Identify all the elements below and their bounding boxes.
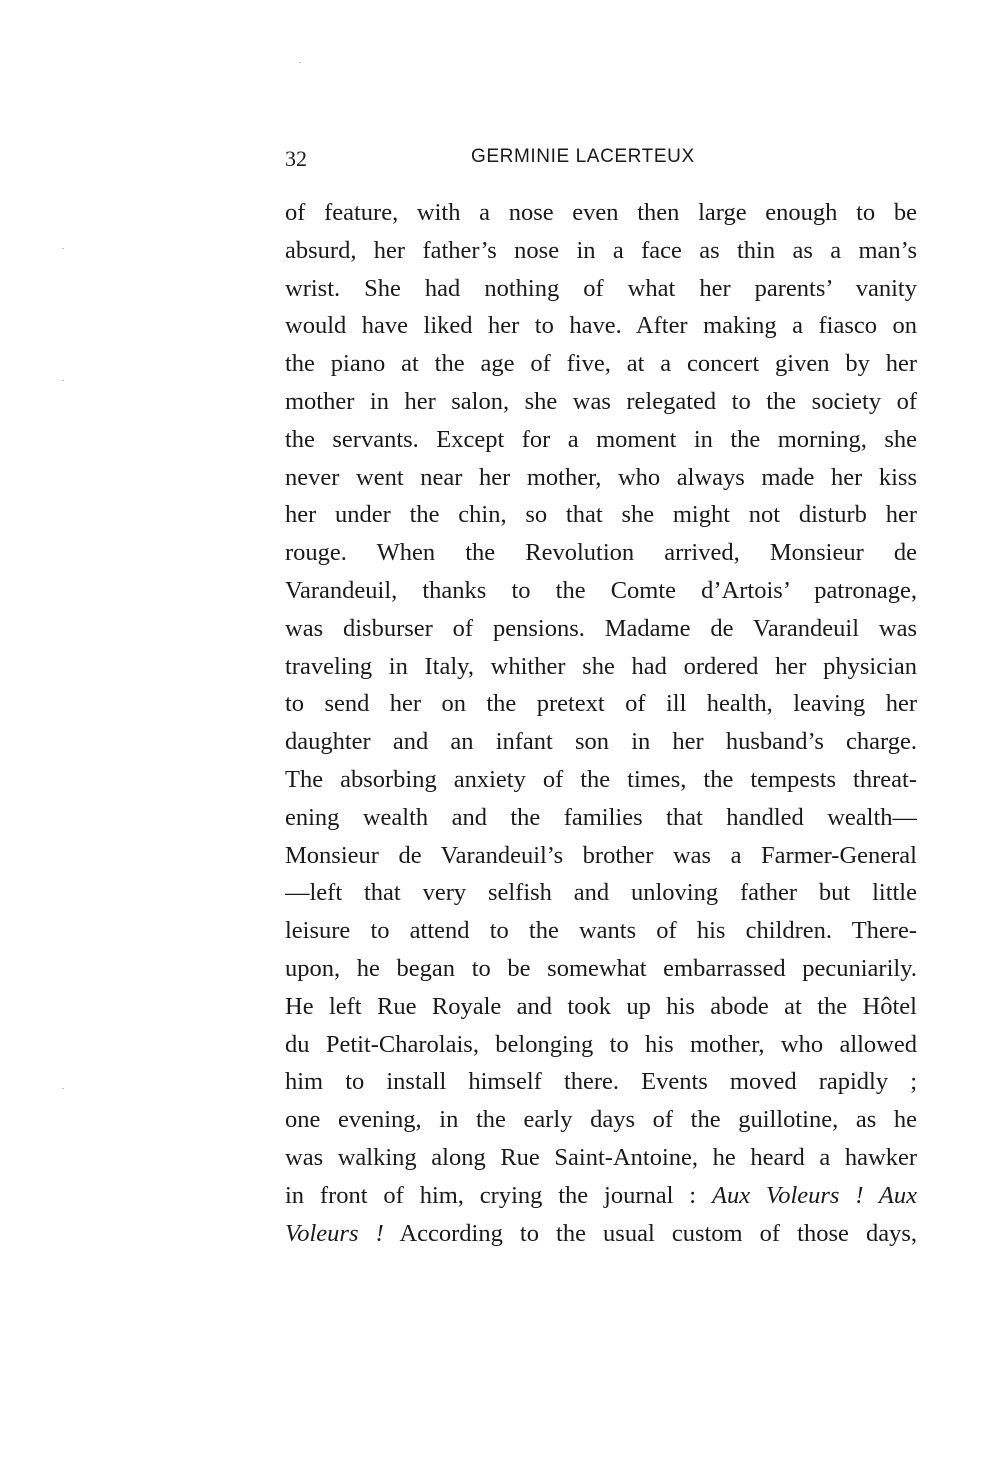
- body-text: [285, 194, 917, 1252]
- text-line: never went near her mother, who always made her kiss: [285, 463, 917, 491]
- running-title: GERMINIE LACERTEUX: [471, 146, 695, 167]
- scan-speck: [62, 380, 64, 381]
- text-line: Varandeuil, thanks to the Comte d’Artois’ patronage,: [285, 576, 917, 604]
- text-line: would have liked her to have. After making a fiasco on: [285, 312, 917, 340]
- text-line: absurd, her father’s nose in a face as thin as a man’s: [285, 236, 917, 264]
- page-header: [285, 144, 917, 176]
- text-line: him to install himself there. Events moved rapidly ;: [285, 1068, 917, 1096]
- scan-speck: [62, 248, 64, 249]
- text-line: the servants. Except for a moment in the morning, she: [285, 425, 917, 453]
- text-line: traveling in Italy, whither she had ordered her physician: [285, 652, 917, 680]
- text-line: upon, he began to be somewhat embarrassed pecuniarily.: [285, 954, 917, 982]
- text-line-mixed: [285, 1215, 917, 1253]
- text-line: Monsieur de Varandeuil’s brother was a Farmer-General: [285, 841, 917, 869]
- text-line: the piano at the age of five, at a concert given by her: [285, 350, 917, 378]
- text-line: ening wealth and the families that handled wealth—: [285, 803, 917, 831]
- journal-title-italic: Aux Voleurs ! Aux: [712, 1181, 917, 1209]
- text-line: to send her on the pretext of ill health, leaving her: [285, 690, 917, 718]
- text-line: mother in her salon, she was relegated to the society of: [285, 387, 917, 415]
- text-line: was disburser of pensions. Madame de Varandeuil was: [285, 614, 917, 642]
- line-text: According to the usual custom of those days,: [399, 1219, 917, 1247]
- text-line: —left that very selfish and unloving father but little: [285, 879, 917, 907]
- text-line: du Petit-Charolais, belonging to his mother, who allowed: [285, 1030, 917, 1058]
- text-line: wrist. She had nothing of what her parents’ vanity: [285, 274, 917, 302]
- text-line: her under the chin, so that she might not disturb her: [285, 501, 917, 529]
- text-line: one evening, in the early days of the guillotine, as he: [285, 1106, 917, 1134]
- text-line: of feature, with a nose even then large enough to be: [285, 199, 917, 226]
- journal-title-italic: Voleurs !: [285, 1219, 384, 1247]
- text-line: The absorbing anxiety of the times, the tempests threat-: [285, 765, 917, 793]
- text-line-mixed: [285, 1177, 917, 1215]
- text-line: rouge. When the Revolution arrived, Monsieur de: [285, 539, 917, 567]
- text-line: He left Rue Royale and took up his abode at the Hôtel: [285, 992, 917, 1020]
- page-number: 32: [285, 146, 307, 171]
- scan-speck: [299, 62, 301, 63]
- line-text: in front of him, crying the journal :: [285, 1181, 697, 1209]
- scan-speck: [62, 1088, 64, 1089]
- text-line: leisure to attend to the wants of his children. There-: [285, 917, 917, 945]
- text-line: daughter and an infant son in her husband’s charge.: [285, 728, 917, 756]
- text-line: was walking along Rue Saint-Antoine, he heard a hawker: [285, 1143, 917, 1171]
